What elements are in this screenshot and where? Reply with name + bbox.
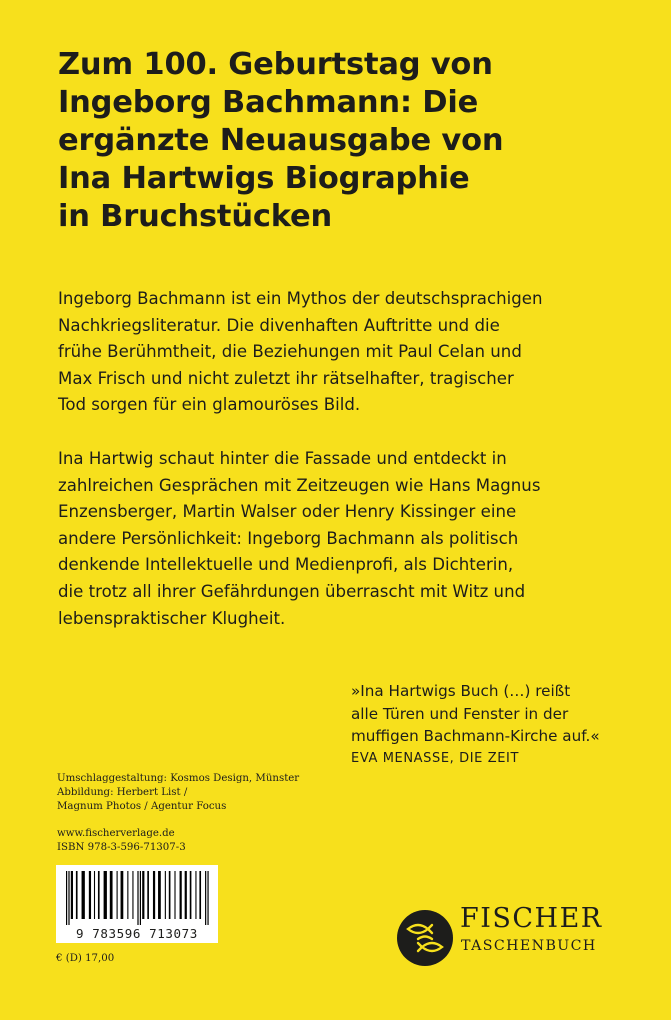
barcode <box>56 865 218 943</box>
headline-line: in Bruchstücken <box>58 199 332 234</box>
fischer-fish-logo-icon <box>396 909 454 967</box>
text-line: zahlreichen Gesprächen mit Zeitzeugen wie Hans Magnus <box>58 475 541 495</box>
text-line: denkende Intellektuelle und Medienprofi, als Dichterin, <box>58 555 514 575</box>
description-paragraph-1 <box>58 286 658 419</box>
credits <box>57 772 357 855</box>
text-line: Max Frisch und nicht zuletzt ihr rätselhafter, tragischer <box>58 368 514 388</box>
text-line: die trotz all ihrer Gefährdungen überrascht mit Witz und <box>58 581 526 601</box>
headline-line: Ina Hartwigs Biographie <box>58 161 470 196</box>
text-line: andere Persönlichkeit: Ingeborg Bachmann als politisch <box>58 528 519 548</box>
headline-line: Zum 100. Geburtstag von <box>58 47 493 82</box>
barcode-digits: 9 783596 713073 <box>76 926 198 941</box>
press-quote <box>351 680 661 770</box>
description-paragraph-2 <box>58 446 658 632</box>
text-line: Tod sorgen für ein glamouröses Bild. <box>58 395 361 415</box>
text-line: Nachkriegsliteratur. Die divenhaften Auftritte und die <box>58 315 500 335</box>
text-line: lebenspraktischer Klugheit. <box>58 608 286 628</box>
text-line: Enzensberger, Martin Walser oder Henry Kissinger eine <box>58 502 517 522</box>
quote-line: alle Türen und Fenster in der <box>351 704 569 723</box>
quote-line: »Ina Hartwigs Buch (…) reißt <box>351 682 571 700</box>
illustration-credit: Magnum Photos / Agentur Focus <box>57 801 227 813</box>
publisher-name: FISCHER <box>460 903 603 934</box>
price: € (D) 17,00 <box>56 953 115 964</box>
text-line: Ina Hartwig schaut hinter die Fassade und entdeckt in <box>58 449 507 468</box>
illustration-credit: Abbildung: Herbert List / <box>57 787 188 799</box>
cover-design-credit: Umschlaggestaltung: Kosmos Design, Münster <box>57 773 300 784</box>
quote-line: muffigen Bachmann-Kirche auf.« <box>351 727 600 745</box>
barcode-bars <box>64 871 210 925</box>
headline <box>58 46 658 236</box>
text-line: frühe Berühmtheit, die Beziehungen mit Paul Celan und <box>58 342 522 362</box>
headline-line: ergänzte Neuausgabe von <box>58 123 504 158</box>
publisher-website: www.fischerverlage.de <box>57 827 175 839</box>
text-line: Ingeborg Bachmann ist ein Mythos der deutschsprachigen <box>58 289 543 308</box>
headline-line: Ingeborg Bachmann: Die <box>58 85 479 120</box>
quote-author: EVA MENASSE, DIE ZEIT <box>351 750 520 766</box>
isbn: ISBN 978-3-596-71307-3 <box>57 841 186 853</box>
publisher-imprint: TASCHENBUCH <box>461 938 597 954</box>
